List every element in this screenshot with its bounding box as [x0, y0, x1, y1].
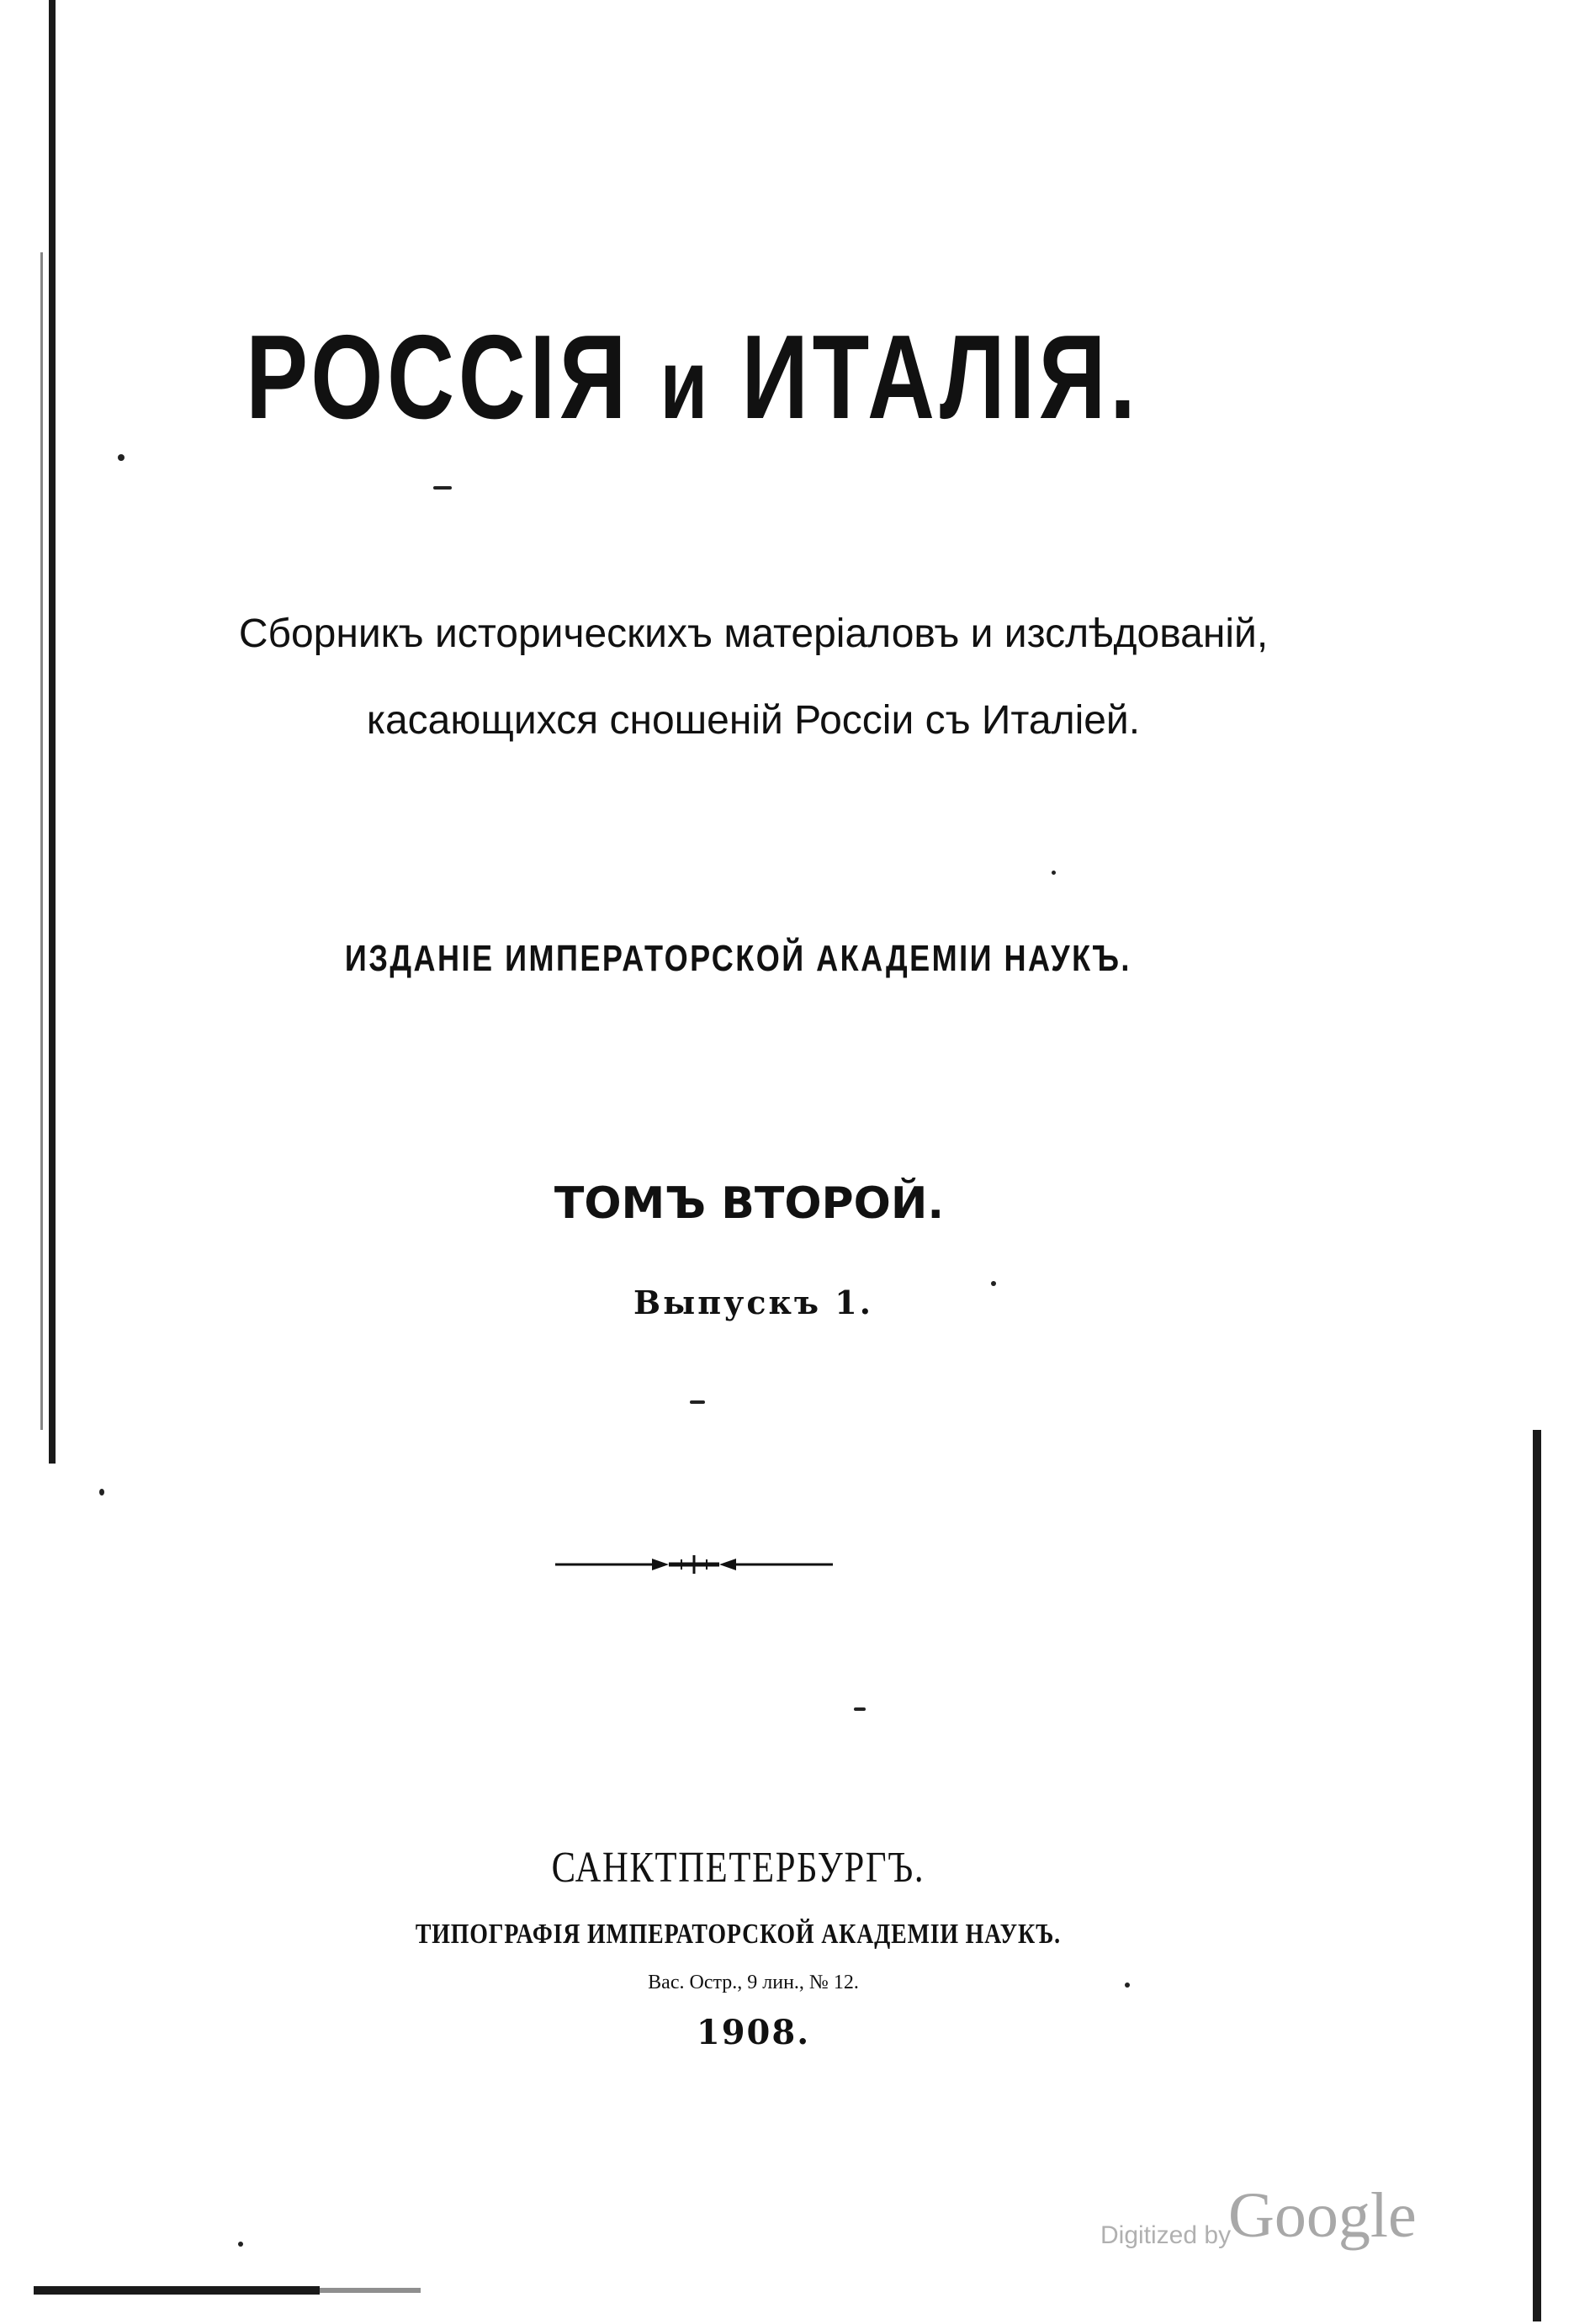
scan-speck [99, 1489, 104, 1496]
title-italy: ИТАЛІЯ. [741, 310, 1140, 444]
title-conjunction: и [660, 329, 712, 440]
scan-speck [690, 1400, 705, 1404]
scan-speck [118, 454, 125, 461]
imprint-press: ТИПОГРАФІЯ ИМПЕРАТОРСКОЙ АКАДЕМІИ НАУКЪ. [415, 1919, 1061, 1950]
imprint-city: САНКТПЕТЕРБУРГЪ. [551, 1844, 925, 1892]
ornament-divider-icon [555, 1552, 833, 1577]
subtitle-line-2: касающихся сношеній Россіи съ Италіей. [366, 698, 1141, 743]
scan-edge-bottom [34, 2286, 320, 2295]
title-russia: РОССІЯ [246, 310, 631, 444]
scan-speck [433, 486, 452, 490]
scan-speck [238, 2242, 243, 2247]
scan-edge-right [1533, 1430, 1541, 2321]
google-logo: Google [1228, 2180, 1417, 2251]
scan-edge-bottom-shadow [320, 2288, 421, 2293]
imprint-address: Вас. Остр., 9 лин., № 12. [648, 1972, 859, 1993]
scan-edge-left-shadow [40, 252, 43, 1430]
issue-label: Выпускъ 1. [633, 1284, 873, 1321]
scan-speck [1125, 1983, 1130, 1988]
subtitle-line-1: Сборникъ историческихъ матеріаловъ и изслѣдованій, [238, 611, 1269, 656]
digitized-watermark [1100, 2180, 1437, 2259]
watermark-prefix: Digitized by [1100, 2221, 1232, 2249]
publisher-statement: ИЗДАНІЕ ИМПЕРАТОРСКОЙ АКАДЕМІИ НАУКЪ. [344, 938, 1131, 979]
book-title [79, 310, 1306, 444]
scan-speck [1052, 871, 1056, 875]
volume-label: ТОМЪ ВТОРОЙ. [554, 1178, 945, 1229]
scan-speck [854, 1707, 866, 1711]
scan-speck [991, 1281, 996, 1286]
imprint-year: 1908. [696, 2013, 811, 2052]
